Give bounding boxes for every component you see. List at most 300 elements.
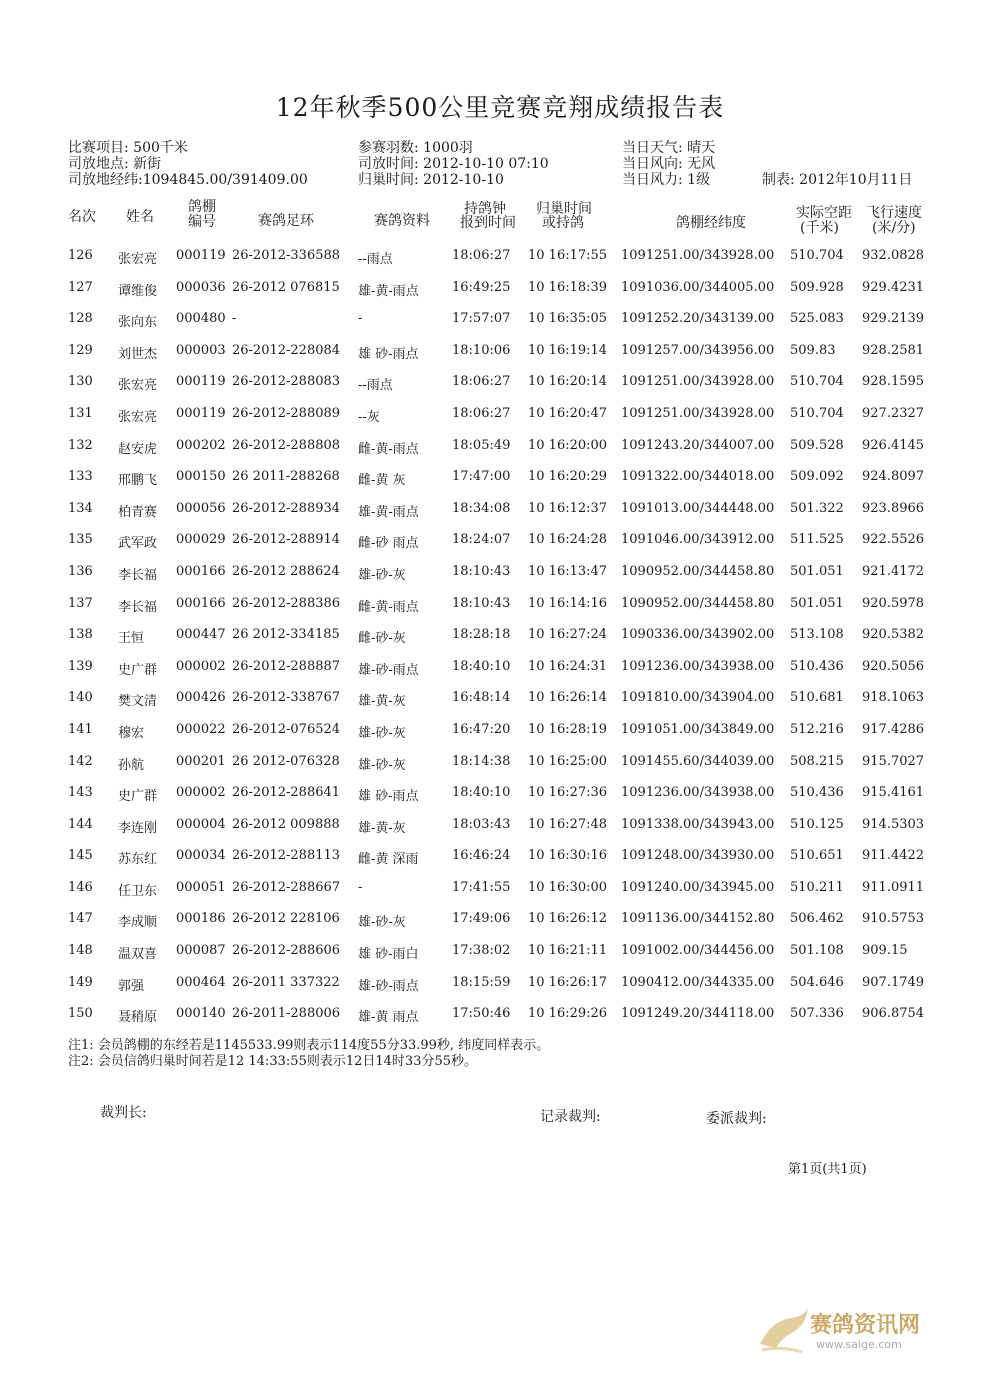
- cell-rank: 133: [68, 469, 93, 485]
- cell-arr: 10 16:26:12: [528, 911, 608, 927]
- cell-name: 王恒: [118, 631, 145, 647]
- cell-rank: 146: [68, 879, 93, 895]
- header-arrival-1: 归巢时间: [536, 201, 592, 217]
- header-distance-2: (千米): [800, 220, 839, 236]
- cell-rank: 141: [68, 721, 93, 737]
- cell-arr: 10 16:28:19: [528, 721, 608, 737]
- cell-speed: 917.4286: [862, 721, 925, 737]
- cell-loft: 000119: [176, 405, 226, 421]
- watermark-url: www.saige.com: [816, 1338, 902, 1351]
- cell-speed: 920.5056: [862, 658, 925, 674]
- cell-name: 邢鹏飞: [118, 473, 158, 489]
- cell-arr: 10 16:19:14: [528, 342, 608, 358]
- cell-rank: 137: [68, 595, 93, 611]
- cell-clock: 18:24:07: [452, 532, 511, 548]
- cell-loft: 000002: [176, 785, 226, 801]
- cell-coord: 1090336.00/343902.00: [621, 627, 775, 643]
- cell-clock: 18:40:10: [452, 785, 511, 801]
- cell-ring: 26-2012-288934: [232, 500, 341, 516]
- cell-name: 武军政: [118, 536, 158, 552]
- cell-rank: 130: [68, 374, 93, 390]
- cell-arr: 10 16:24:31: [528, 658, 608, 674]
- cell-clock: 17:49:06: [452, 911, 511, 927]
- cell-clock: 18:14:38: [452, 753, 511, 769]
- cell-clock: 16:48:14: [452, 690, 511, 706]
- cell-bird: -: [358, 879, 363, 895]
- cell-speed: 909.15: [862, 943, 908, 959]
- cell-rank: 136: [68, 563, 93, 579]
- table-row: [0, 718, 1000, 750]
- cell-dist: 513.108: [790, 627, 844, 643]
- cell-clock: 18:10:06: [452, 342, 511, 358]
- cell-speed: 911.0911: [862, 879, 925, 895]
- cell-speed: 924.8097: [862, 469, 925, 485]
- cell-bird: 雄-黄-灰: [358, 694, 406, 710]
- cell-bird: 雄-砂-灰: [358, 567, 406, 583]
- info-entries: 参赛羽数: 1000羽: [358, 140, 473, 156]
- cell-name: 李连刚: [118, 820, 158, 836]
- cell-coord: 1091251.00/343928.00: [621, 374, 775, 390]
- cell-dist: 501.108: [790, 943, 844, 959]
- cell-speed: 915.7027: [862, 753, 925, 769]
- table-row: [0, 307, 1000, 339]
- cell-dist: 510.681: [790, 690, 844, 706]
- cell-coord: 1091257.00/343956.00: [621, 342, 775, 358]
- cell-bird: --雨点: [358, 252, 393, 267]
- cell-bird: 雄-黄-雨点: [358, 504, 419, 520]
- cell-name: 史广群: [118, 662, 158, 678]
- cell-loft: 000034: [176, 848, 226, 864]
- cell-bird: 雌-黄-雨点: [358, 599, 419, 615]
- cell-ring: 26-2012 228106: [232, 911, 340, 927]
- cell-ring: 26-2012-288808: [232, 437, 341, 453]
- table-row: [0, 402, 1000, 434]
- info-weather: 当日天气: 晴天: [622, 140, 716, 156]
- cell-bird: 雌-黄 灰: [358, 473, 406, 489]
- cell-loft: 000036: [176, 279, 226, 295]
- cell-rank: 143: [68, 785, 93, 801]
- cell-speed: 918.1063: [862, 690, 925, 706]
- cell-dist: 510.211: [790, 879, 844, 895]
- info-wind-force: 当日风力: 1级: [622, 172, 711, 188]
- cell-arr: 10 16:17:55: [528, 248, 608, 263]
- cell-clock: 17:47:00: [452, 469, 511, 485]
- cell-loft: 000150: [176, 469, 226, 485]
- cell-clock: 17:38:02: [452, 943, 511, 959]
- cell-loft: 000119: [176, 374, 226, 390]
- cell-clock: 18:15:59: [452, 974, 511, 990]
- cell-rank: 140: [68, 690, 93, 706]
- cell-arr: 10 16:26:14: [528, 690, 608, 706]
- cell-speed: 920.5978: [862, 595, 925, 611]
- cell-loft: 000022: [176, 721, 226, 737]
- cell-coord: 1091002.00/344456.00: [621, 943, 775, 959]
- cell-rank: 148: [68, 943, 93, 959]
- cell-rank: 147: [68, 911, 93, 927]
- note-2: 注2: 会员信鸽归巢时间若是12 14:33:55则表示12日14时33分55秒。: [68, 1054, 478, 1069]
- cell-arr: 10 16:20:00: [528, 437, 608, 453]
- cell-dist: 506.462: [790, 911, 844, 927]
- cell-coord: 1091240.00/343945.00: [621, 879, 775, 895]
- cell-clock: 18:06:27: [452, 405, 511, 421]
- cell-rank: 150: [68, 1006, 93, 1022]
- cell-bird: 雄 砂-雨白: [358, 947, 419, 963]
- cell-speed: 929.2139: [862, 311, 925, 327]
- cell-ring: 26-2012 009888: [232, 816, 340, 832]
- cell-ring: 26-2012-336588: [232, 248, 341, 263]
- cell-bird: 雄-砂-雨点: [358, 978, 419, 994]
- header-loft-2: 编号: [188, 214, 216, 230]
- table-row: [0, 497, 1000, 529]
- table-row: [0, 907, 1000, 939]
- cell-dist: 508.215: [790, 753, 844, 769]
- header-speed-1: 飞行速度: [866, 205, 922, 221]
- cell-clock: 18:34:08: [452, 500, 511, 516]
- cell-arr: 10 16:30:00: [528, 879, 608, 895]
- table-row: [0, 276, 1000, 308]
- table-row: [0, 623, 1000, 655]
- table-row: [0, 971, 1000, 1003]
- cell-coord: 1090412.00/344335.00: [621, 974, 775, 990]
- cell-loft: 000087: [176, 943, 226, 959]
- cell-clock: 16:49:25: [452, 279, 511, 295]
- info-release-time: 司放时间: 2012-10-10 07:10: [358, 156, 549, 172]
- cell-loft: 000201: [176, 753, 226, 769]
- cell-dist: 507.336: [790, 1006, 844, 1022]
- cell-coord: 1091251.00/343928.00: [621, 405, 775, 421]
- cell-arr: 10 16:18:39: [528, 279, 608, 295]
- cell-clock: 18:10:43: [452, 595, 511, 611]
- header-clock-2: 报到时间: [460, 215, 516, 231]
- cell-dist: 511.525: [790, 532, 844, 548]
- cell-loft: 000464: [176, 974, 226, 990]
- cell-ring: 26-2012 076815: [232, 279, 340, 295]
- cell-ring: 26-2011-288006: [232, 1006, 341, 1022]
- cell-clock: 17:57:07: [452, 311, 511, 327]
- cell-name: 孙航: [118, 757, 145, 773]
- table-row: [0, 339, 1000, 371]
- cell-ring: 26 2012-076328: [232, 753, 340, 769]
- cell-arr: 10 16:26:17: [528, 974, 608, 990]
- watermark: [752, 1300, 962, 1370]
- cell-speed: 911.4422: [862, 848, 925, 864]
- cell-rank: 144: [68, 816, 93, 832]
- cell-ring: 26 2012-334185: [232, 627, 340, 643]
- cell-clock: 17:50:46: [452, 1006, 511, 1022]
- cell-loft: 000447: [176, 627, 226, 643]
- cell-coord: 1091236.00/343938.00: [621, 658, 775, 674]
- cell-bird: 雄 砂-雨点: [358, 346, 419, 362]
- cell-ring: 26-2011 337322: [232, 974, 340, 990]
- cell-ring: 26-2012-288914: [232, 532, 341, 548]
- header-arrival-2: 或持鸽: [542, 215, 584, 231]
- cell-bird: 雌-黄 深雨: [358, 852, 419, 868]
- header-distance-1: 实际空距: [796, 205, 852, 221]
- cell-speed: 920.5382: [862, 627, 925, 643]
- cell-speed: 928.2581: [862, 342, 925, 358]
- cell-name: 史广群: [118, 789, 158, 805]
- cell-dist: 510.704: [790, 374, 844, 390]
- cell-ring: 26-2012-288386: [232, 595, 341, 611]
- cell-loft: 000166: [176, 563, 226, 579]
- cell-name: 张宏亮: [118, 409, 158, 425]
- cell-name: 温双喜: [118, 947, 158, 963]
- cell-loft: 000186: [176, 911, 226, 927]
- cell-bird: 雄-砂-灰: [358, 757, 406, 773]
- cell-arr: 10 16:13:47: [528, 563, 608, 579]
- cell-bird: 雌-砂 雨点: [358, 536, 419, 552]
- cell-coord: 1091036.00/344005.00: [621, 279, 775, 295]
- cell-bird: 雄-砂-灰: [358, 725, 406, 741]
- cell-coord: 1091051.00/343849.00: [621, 721, 775, 737]
- page-number: 第1页(共1页): [788, 1162, 867, 1177]
- cell-name: 任卫东: [118, 883, 158, 899]
- cell-arr: 10 16:21:11: [528, 943, 608, 959]
- cell-clock: 16:46:24: [452, 848, 511, 864]
- cell-ring: 26-2012-288113: [232, 848, 341, 864]
- header-ring: 赛鸽足环: [258, 213, 314, 229]
- cell-ring: 26-2012-338767: [232, 690, 341, 706]
- cell-speed: 928.1595: [862, 374, 925, 390]
- cell-dist: 510.436: [790, 658, 844, 674]
- cell-bird: 雄-砂-灰: [358, 915, 406, 931]
- info-made-date: 制表: 2012年10月11日: [762, 172, 913, 188]
- table-row: [0, 528, 1000, 560]
- cell-dist: 501.322: [790, 500, 844, 516]
- cell-dist: 510.704: [790, 405, 844, 421]
- signature-delegate: 委派裁判:: [706, 1111, 767, 1127]
- cell-dist: 510.125: [790, 816, 844, 832]
- cell-speed: 926.4145: [862, 437, 925, 453]
- watermark-text: 赛鸽资讯网: [810, 1313, 921, 1338]
- cell-rank: 134: [68, 500, 93, 516]
- cell-bird: -: [358, 311, 363, 327]
- cell-bird: --灰: [358, 409, 380, 425]
- cell-dist: 509.83: [790, 342, 836, 358]
- cell-arr: 10 16:20:47: [528, 405, 608, 421]
- cell-name: 张宏亮: [118, 378, 158, 394]
- cell-name: 樊文清: [118, 694, 158, 710]
- cell-loft: 000480: [176, 311, 226, 327]
- cell-coord: 1091455.60/344039.00: [621, 753, 775, 769]
- cell-coord: 1091251.00/343928.00: [621, 248, 775, 263]
- table-row: [0, 560, 1000, 592]
- cell-name: 李成顺: [118, 915, 158, 931]
- cell-coord: 1090952.00/344458.80: [621, 595, 775, 611]
- cell-ring: 26-2012-288089: [232, 405, 341, 421]
- cell-dist: 525.083: [790, 311, 844, 327]
- cell-dist: 510.651: [790, 848, 844, 864]
- notes: [68, 1038, 549, 1070]
- table-row: [0, 813, 1000, 845]
- header-name: 姓名: [126, 209, 154, 225]
- cell-arr: 10 16:27:24: [528, 627, 608, 643]
- cell-rank: 131: [68, 405, 93, 421]
- header-loft-1: 鸽棚: [188, 199, 216, 215]
- table-row: [0, 844, 1000, 876]
- cell-arr: 10 16:27:48: [528, 816, 608, 832]
- cell-dist: 510.436: [790, 785, 844, 801]
- cell-clock: 18:06:27: [452, 248, 511, 263]
- cell-dist: 504.646: [790, 974, 844, 990]
- table-row: [0, 592, 1000, 624]
- cell-dist: 510.704: [790, 248, 844, 263]
- cell-ring: 26-2012-288887: [232, 658, 341, 674]
- report-title: 12年秋季500公里竞赛竞翔成绩报告表: [275, 93, 725, 122]
- cell-loft: 000056: [176, 500, 226, 516]
- cell-loft: 000426: [176, 690, 226, 706]
- cell-ring: 26-2012-288641: [232, 785, 341, 801]
- cell-clock: 18:05:49: [452, 437, 511, 453]
- cell-name: 刘世杰: [118, 346, 158, 362]
- cell-coord: 1091136.00/344152.80: [621, 911, 775, 927]
- cell-arr: 10 16:20:29: [528, 469, 608, 485]
- cell-ring: -: [232, 311, 237, 327]
- cell-coord: 1091252.20/343139.00: [621, 311, 775, 327]
- cell-ring: 26-2012-288667: [232, 879, 341, 895]
- cell-clock: 18:10:43: [452, 563, 511, 579]
- cell-rank: 126: [68, 248, 93, 263]
- cell-speed: 922.5526: [862, 532, 925, 548]
- cell-rank: 142: [68, 753, 93, 769]
- cell-rank: 127: [68, 279, 93, 295]
- cell-clock: 16:47:20: [452, 721, 511, 737]
- cell-dist: 501.051: [790, 595, 844, 611]
- cell-arr: 10 16:12:37: [528, 500, 608, 516]
- cell-bird: 雄-黄 雨点: [358, 1010, 419, 1026]
- cell-rank: 132: [68, 437, 93, 453]
- cell-loft: 000140: [176, 1006, 226, 1022]
- cell-coord: 1091013.00/344448.00: [621, 500, 775, 516]
- results-table: [0, 244, 1000, 1034]
- table-row: [0, 465, 1000, 497]
- cell-name: 张宏亮: [118, 252, 158, 267]
- cell-coord: 1090952.00/344458.80: [621, 563, 775, 579]
- cell-arr: 10 16:27:36: [528, 785, 608, 801]
- cell-name: 柏青赛: [118, 504, 158, 520]
- cell-loft: 000029: [176, 532, 226, 548]
- cell-speed: 929.4231: [862, 279, 925, 295]
- cell-name: 聂稍原: [118, 1010, 158, 1026]
- cell-dist: 509.092: [790, 469, 844, 485]
- cell-arr: 10 16:14:16: [528, 595, 608, 611]
- cell-coord: 1091243.20/344007.00: [621, 437, 775, 453]
- cell-clock: 18:06:27: [452, 374, 511, 390]
- table-row: [0, 370, 1000, 402]
- cell-ring: 26-2012-228084: [232, 342, 341, 358]
- cell-loft: 000202: [176, 437, 226, 453]
- cell-speed: 907.1749: [862, 974, 925, 990]
- cell-speed: 915.4161: [862, 785, 925, 801]
- info-event: 比赛项目: 500千米: [68, 140, 188, 156]
- signature-chief-judge: 裁判长:: [100, 1105, 147, 1121]
- cell-speed: 910.5753: [862, 911, 925, 927]
- table-row: [0, 1002, 1000, 1034]
- table-row: [0, 244, 1000, 276]
- cell-loft: 000051: [176, 879, 226, 895]
- cell-dist: 501.051: [790, 563, 844, 579]
- cell-rank: 135: [68, 532, 93, 548]
- pigeon-logo-icon: [752, 1300, 812, 1360]
- table-row: [0, 750, 1000, 782]
- cell-speed: 927.2327: [862, 405, 925, 421]
- cell-loft: 000119: [176, 248, 226, 263]
- cell-speed: 921.4172: [862, 563, 925, 579]
- cell-loft: 000003: [176, 342, 226, 358]
- cell-bird: 雄-砂-雨点: [358, 662, 419, 678]
- cell-loft: 000166: [176, 595, 226, 611]
- cell-coord: 1091046.00/343912.00: [621, 532, 775, 548]
- cell-coord: 1091322.00/344018.00: [621, 469, 775, 485]
- cell-speed: 914.5303: [862, 816, 925, 832]
- header-speed-2: (米/分): [872, 220, 916, 236]
- cell-bird: 雄-黄-灰: [358, 820, 406, 836]
- cell-arr: 10 16:20:14: [528, 374, 608, 390]
- table-row: [0, 939, 1000, 971]
- cell-dist: 509.928: [790, 279, 844, 295]
- info-wind-direction: 当日风向: 无风: [622, 156, 716, 172]
- cell-bird: 雌-砂-灰: [358, 631, 406, 647]
- cell-name: 赵安虎: [118, 441, 158, 457]
- header-bird: 赛鸽资料: [374, 213, 430, 229]
- table-row: [0, 655, 1000, 687]
- cell-speed: 932.0828: [862, 248, 925, 263]
- cell-name: 穆宏: [118, 725, 145, 741]
- cell-coord: 1091248.00/343930.00: [621, 848, 775, 864]
- header-rank: 名次: [68, 209, 96, 225]
- signature-recorder: 记录裁判:: [540, 1109, 601, 1125]
- cell-clock: 17:41:55: [452, 879, 511, 895]
- cell-name: 郭强: [118, 978, 145, 994]
- table-row: [0, 781, 1000, 813]
- cell-name: 谭维俊: [118, 283, 158, 299]
- info-release-coord: 司放地经纬:1094845.00/391409.00: [68, 172, 308, 188]
- cell-rank: 145: [68, 848, 93, 864]
- cell-arr: 10 16:35:05: [528, 311, 608, 327]
- cell-rank: 138: [68, 627, 93, 643]
- cell-ring: 26-2012-288606: [232, 943, 341, 959]
- cell-ring: 26-2012 288624: [232, 563, 340, 579]
- cell-arr: 10 16:29:26: [528, 1006, 608, 1022]
- cell-ring: 26-2012-076524: [232, 721, 341, 737]
- cell-rank: 139: [68, 658, 93, 674]
- cell-name: 苏东红: [118, 852, 158, 868]
- cell-dist: 509.528: [790, 437, 844, 453]
- cell-arr: 10 16:25:00: [528, 753, 608, 769]
- cell-ring: 26-2012-288083: [232, 374, 341, 390]
- cell-coord: 1091249.20/344118.00: [621, 1006, 775, 1022]
- cell-rank: 149: [68, 974, 93, 990]
- cell-name: 李长福: [118, 599, 158, 615]
- cell-coord: 1091236.00/343938.00: [621, 785, 775, 801]
- header-coord: 鸽棚经纬度: [676, 215, 746, 231]
- cell-clock: 18:40:10: [452, 658, 511, 674]
- note-1: 注1: 会员鸽棚的东经若是1145533.99则表示114度55分33.99秒, 纬度同样表示。: [68, 1038, 550, 1053]
- cell-ring: 26 2011-288268: [232, 469, 340, 485]
- header-clock-1: 持鸽钟: [464, 201, 506, 217]
- cell-coord: 1091338.00/343943.00: [621, 816, 775, 832]
- info-release-place: 司放地点: 新街: [68, 156, 162, 172]
- cell-name: 张向东: [118, 315, 158, 331]
- cell-rank: 128: [68, 311, 93, 327]
- table-row: [0, 434, 1000, 466]
- table-row: [0, 876, 1000, 908]
- cell-arr: 10 16:30:16: [528, 848, 608, 864]
- cell-speed: 906.8754: [862, 1006, 925, 1022]
- cell-coord: 1091810.00/343904.00: [621, 690, 775, 706]
- cell-speed: 923.8966: [862, 500, 925, 516]
- cell-bird: 雄-黄-雨点: [358, 283, 419, 299]
